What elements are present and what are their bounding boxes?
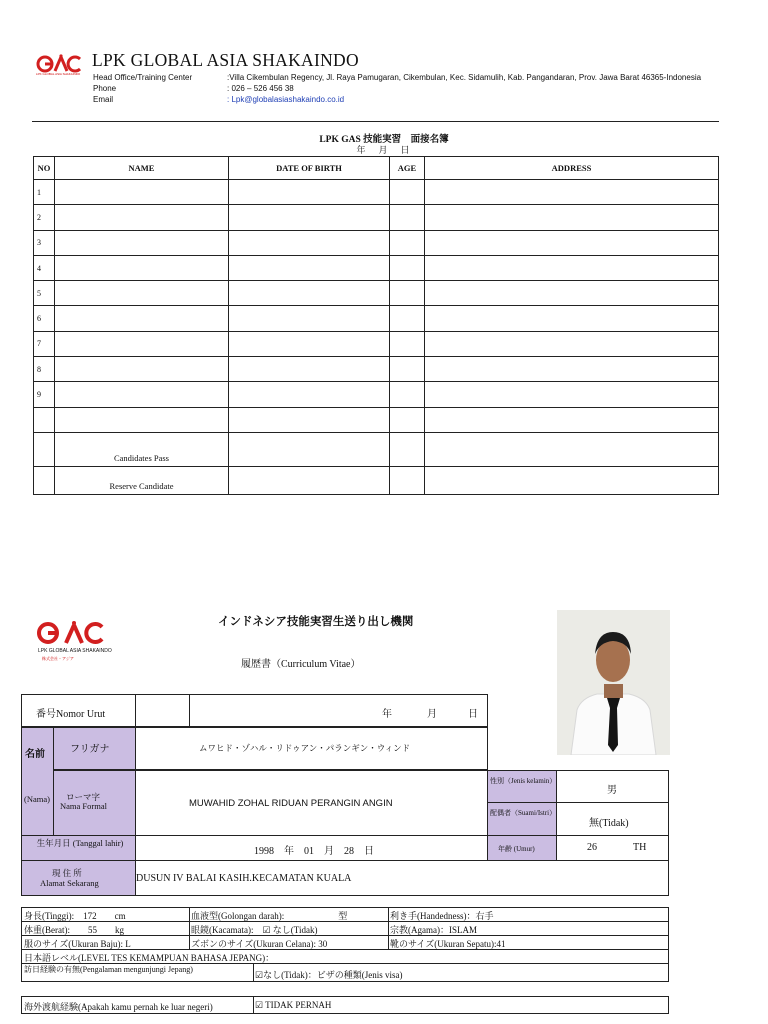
age-label-cell (487, 835, 557, 861)
address-cell[interactable] (425, 230, 719, 255)
name-cell[interactable] (55, 255, 229, 280)
name-cell[interactable] (55, 357, 229, 382)
info-value: :Villa Cikembulan Regency, Jl. Raya Pamugaran, Cikembulan, Kec. Sidamulih, Kab. Pangandaran, Prov. Jawa Barat 46365-Indonesia (227, 73, 702, 82)
dob-cell[interactable] (229, 281, 390, 306)
dob-cell[interactable] (229, 357, 390, 382)
company-logo (36, 619, 112, 649)
dob-cell[interactable] (229, 255, 390, 280)
table-row (34, 180, 719, 205)
age-cell[interactable] (390, 382, 425, 407)
company-name: LPK GLOBAL ASIA SHAKAINDO (92, 50, 359, 70)
address-cell[interactable] (425, 281, 719, 306)
info-label: Phone (93, 84, 117, 93)
table-row (34, 432, 719, 466)
row-number: 4 (34, 255, 55, 280)
day-label: 日 (468, 709, 478, 720)
email-link[interactable]: : Lpk@globalasiashakaindo.co.id (227, 95, 345, 104)
cv-subtitle: 履歴書（Curriculum Vitae） (241, 659, 361, 670)
table-row (34, 466, 719, 494)
formal-name-cell[interactable] (135, 770, 488, 836)
spouse-label: 配偶者（Suami/Istri） (490, 809, 557, 817)
interview-list-table (33, 156, 719, 495)
table-row (34, 230, 719, 255)
date-cell (189, 694, 488, 727)
age-label: 年齢 (Umur) (498, 845, 535, 853)
romaji-label: ローマ字 (66, 792, 101, 802)
name-cell[interactable] (55, 180, 229, 205)
dob-cell[interactable] (229, 331, 390, 356)
age-cell[interactable] (390, 281, 425, 306)
reserve-candidate-label: Reserve Candidate (55, 466, 229, 494)
formal-name-value: MUWAHID ZOHAL RIDUAN PERANGIN ANGIN (189, 798, 393, 809)
table-row (34, 382, 719, 407)
age-unit: TH (633, 842, 647, 853)
glasses-field[interactable]: 眼鏡(Kacamata): ☑ なし(Tidak) (191, 925, 318, 935)
candidates-pass-label: Candidates Pass (55, 432, 229, 466)
table-row (34, 331, 719, 356)
logo-subtext: LPK GLOBAL ASIA SHAKAINDO (38, 648, 112, 654)
dob-value-cell[interactable] (135, 835, 488, 861)
row-number: 6 (34, 306, 55, 331)
furigana-value: ムワヒド・ゾハル・リドゥアン・パランギン・ウィンド (199, 743, 411, 753)
age-cell[interactable] (390, 407, 425, 432)
address-cell[interactable] (425, 357, 719, 382)
handedness-field[interactable]: 利き手(Handedness)：右手 (390, 911, 494, 921)
row-number: 1 (34, 180, 55, 205)
dob-cell[interactable] (229, 180, 390, 205)
name-cell[interactable] (55, 205, 229, 230)
address-cell[interactable] (425, 331, 719, 356)
number-value-cell[interactable] (135, 694, 190, 727)
name-cell[interactable] (55, 407, 229, 432)
number-label-cell (21, 694, 136, 727)
dob-cell[interactable] (229, 306, 390, 331)
table-row (34, 281, 719, 306)
shoe-size-field[interactable]: 靴のサイズ(Ukuran Sepatu):41 (390, 939, 506, 949)
person-photo-icon (557, 610, 670, 755)
cv-title: インドネシア技能実習生送り出し機関 (218, 616, 414, 628)
logo-subtext: LPK GLOBAL ASIA SHAKAINDO (36, 72, 81, 76)
info-label: Head Office/Training Center (93, 73, 193, 82)
pants-size-field[interactable]: ズボンのサイズ(Ukuran Celana): 30 (191, 939, 328, 949)
spouse-label-cell (487, 802, 557, 836)
visit-japan-label: 訪日経験の有無(Pengalaman mengunjungi Jepang) (24, 965, 193, 974)
visa-field[interactable]: ☑なし(Tidak)：ビザの種類(Jenis visa) (255, 970, 403, 980)
table-row (34, 205, 719, 230)
row-number: 9 (34, 382, 55, 407)
column-header-address: ADDRESS (425, 157, 719, 180)
furigana-label-cell (53, 727, 136, 770)
address-value: DUSUN IV BALAI KASIH.KECAMATAN KUALA (136, 873, 352, 884)
romaji-label-cell (53, 770, 136, 836)
address-label-id: Alamat Sekarang (40, 878, 99, 888)
japanese-level-row (21, 949, 669, 964)
furigana-label: フリガナ (70, 744, 110, 755)
age-value: 26 (587, 842, 597, 853)
name-cell[interactable] (55, 281, 229, 306)
shirt-size-field[interactable]: 服のサイズ(Ukuran Baju): L (24, 939, 131, 949)
interview-list-date: 年 月 日 (356, 145, 412, 155)
info-label: Email (93, 95, 114, 104)
dob-label-cell (21, 835, 136, 861)
age-cell[interactable] (390, 357, 425, 382)
address-cell[interactable] (425, 306, 719, 331)
name-cell[interactable] (55, 382, 229, 407)
header-divider (32, 121, 719, 122)
dob-cell[interactable] (229, 407, 390, 432)
row-number: 5 (34, 281, 55, 306)
age-cell[interactable] (390, 205, 425, 230)
address-value-cell[interactable] (135, 860, 669, 896)
table-row (34, 255, 719, 280)
row-number (34, 407, 55, 432)
abroad-value[interactable]: ☑ TIDAK PERNAH (255, 1000, 332, 1010)
address-cell[interactable] (425, 205, 719, 230)
size-row (21, 935, 669, 950)
name-label-cell (21, 727, 54, 836)
year-label: 年 (382, 709, 392, 720)
name-cell[interactable] (55, 331, 229, 356)
age-cell[interactable] (390, 306, 425, 331)
dob-cell[interactable] (229, 382, 390, 407)
address-cell[interactable] (425, 180, 719, 205)
age-cell[interactable] (390, 180, 425, 205)
address-label: 現 住 所 (52, 868, 82, 878)
name-cell[interactable] (55, 230, 229, 255)
dob-cell[interactable] (229, 205, 390, 230)
dob-value: 1998 年 01 月 28 日 (254, 846, 374, 857)
name-cell[interactable] (55, 306, 229, 331)
name-label-id: (Nama) (24, 794, 50, 804)
age-value-cell[interactable] (556, 835, 669, 861)
gender-label-cell (487, 770, 557, 803)
address-cell[interactable] (425, 407, 719, 432)
table-row (34, 357, 719, 382)
blood-type-field[interactable]: 血液型(Golongan darah): 型 (191, 911, 348, 921)
visit-japan-row (21, 963, 669, 982)
company-info (93, 72, 701, 105)
info-value: : 026 – 526 456 38 (227, 84, 294, 93)
gender-value-cell[interactable] (556, 770, 669, 803)
romaji-label-id: Nama Formal (60, 801, 107, 811)
month-label: 月 (427, 709, 437, 720)
table-row (34, 407, 719, 432)
address-label-cell (21, 860, 136, 896)
column-header-age: AGE (390, 157, 425, 180)
interview-list-title: LPK GAS 技能実習 面接名簿 (319, 135, 449, 145)
row-number: 2 (34, 205, 55, 230)
name-label: 名前 (25, 749, 45, 760)
row-number: 8 (34, 357, 55, 382)
height-field[interactable]: 身長(Tinggi): 172 cm (24, 911, 126, 921)
physical-row-1 (21, 907, 669, 922)
row-number: 7 (34, 331, 55, 356)
spouse-value-cell[interactable] (556, 802, 669, 836)
table-header-row (34, 157, 719, 180)
weight-field[interactable]: 体重(Berat): 55 kg (24, 925, 124, 935)
address-cell[interactable] (425, 382, 719, 407)
gender-value: 男 (607, 785, 617, 796)
dob-label: 生年月日 (Tanggal lahir) (36, 838, 124, 848)
logo-subtext-jp: 株式会社・アジア (42, 656, 74, 661)
spouse-value: 無(Tidak) (589, 818, 629, 829)
age-cell[interactable] (390, 331, 425, 356)
physical-row-2 (21, 921, 669, 936)
number-label: 番号Nomor Urut (36, 709, 106, 720)
candidate-photo (557, 610, 670, 755)
religion-field[interactable]: 宗教(Agama)：ISLAM (390, 925, 477, 935)
column-header-name: NAME (55, 157, 229, 180)
gender-label: 性別（Jenis kelamin） (490, 777, 557, 785)
age-cell[interactable] (390, 230, 425, 255)
age-cell[interactable] (390, 255, 425, 280)
address-cell[interactable] (425, 255, 719, 280)
row-number: 3 (34, 230, 55, 255)
column-header-no: NO (34, 157, 55, 180)
dob-cell[interactable] (229, 230, 390, 255)
table-row (34, 306, 719, 331)
company-logo (36, 52, 86, 82)
column-header-dob: DATE OF BIRTH (229, 157, 390, 180)
abroad-label: 海外渡航経験(Apakah kamu pernah ke luar negeri) (24, 1002, 213, 1012)
abroad-row (21, 996, 669, 1014)
japanese-level-field[interactable]: 日本語レベル(LEVEL TES KEMAMPUAN BAHASA JEPANG)： (24, 953, 275, 963)
furigana-value-cell[interactable] (135, 727, 488, 770)
